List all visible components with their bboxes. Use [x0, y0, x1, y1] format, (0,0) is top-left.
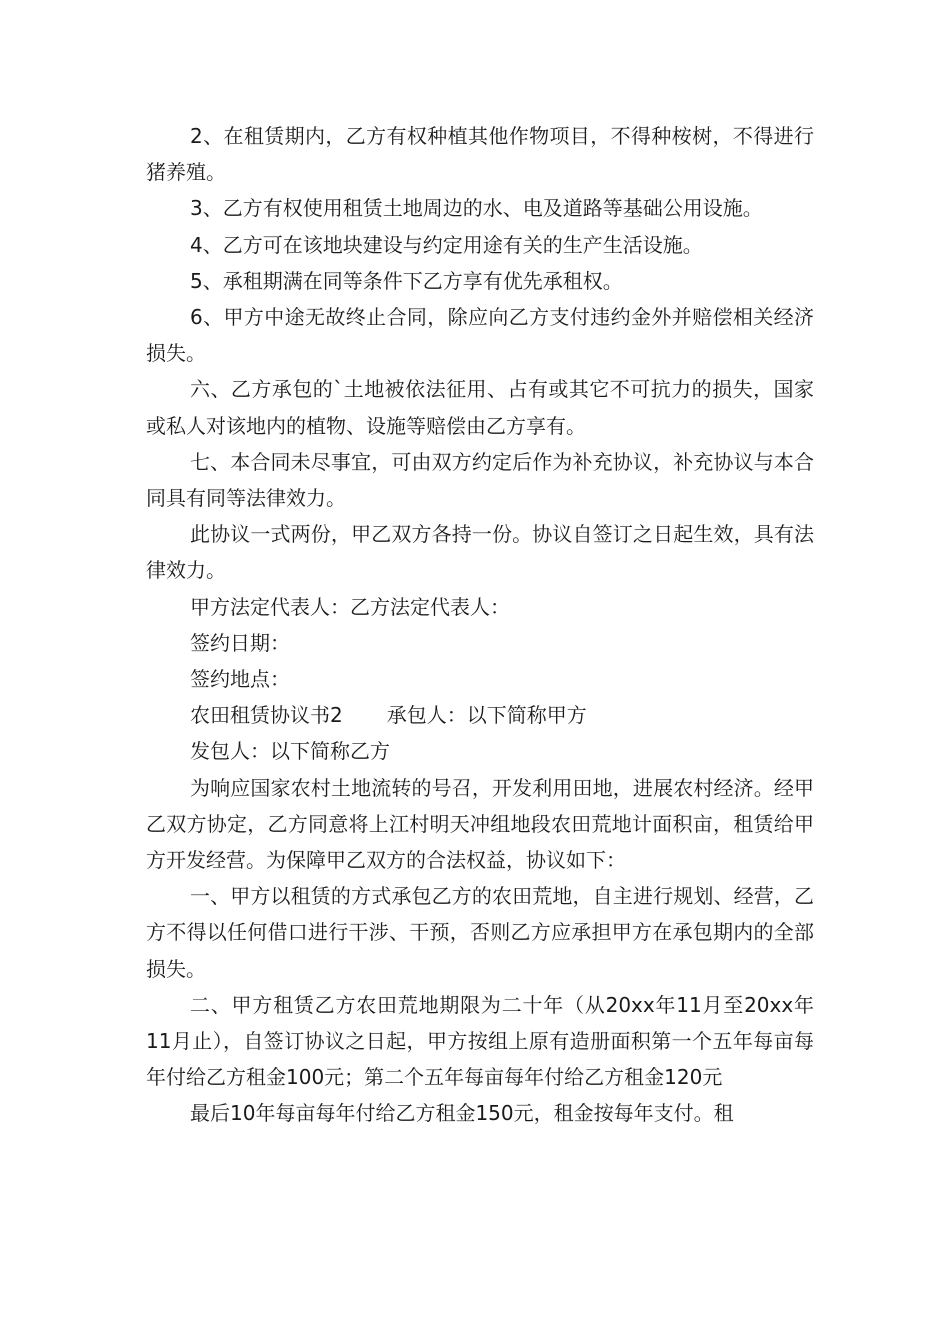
paragraph-article-6: 六、乙方承包的`土地被依法征用、占有或其它不可抗力的损失，国家或私人对该地内的植物、设施等赔偿由乙方享有。	[146, 377, 814, 438]
paragraph-rent-final: 最后10年每亩每年付给乙方租金150元，租金按每年支付。租	[190, 1101, 734, 1126]
signature-place: 签约地点：	[190, 667, 290, 692]
paragraph-preamble: 为响应国家农村土地流转的号召，开发利用田地，进展农村经济。经甲乙双方协定，乙方同意将上江村明天冲组地段农田荒地计面积亩，租赁给甲方开发经营。为保障甲乙双方的合法权益，协议如下：	[146, 775, 814, 873]
lessor-line: 发包人：以下简称乙方	[190, 739, 390, 764]
paragraph-clause-6: 6、甲方中途无故终止合同，除应向乙方支付违约金外并赔偿相关经济损失。	[146, 305, 814, 366]
paragraph-clause-2: 2、在租赁期内，乙方有权种植其他作物项目，不得种桉树，不得进行猪养殖。	[146, 124, 814, 185]
agreement-2-title: 农田租赁协议书2	[190, 703, 343, 728]
paragraph-clause-4: 4、乙方可在该地块建设与约定用途有关的生产生活设施。	[190, 232, 703, 257]
paragraph-copies: 此协议一式两份，甲乙双方各持一份。协议自签订之日起生效，具有法律效力。	[146, 522, 814, 583]
paragraph-article-7: 七、本合同未尽事宜，可由双方约定后作为补充协议，补充协议与本合同具有同等法律效力。	[146, 449, 814, 511]
lessee-line: 承包人：以下简称甲方	[386, 703, 587, 728]
signature-representatives: 甲方法定代表人：乙方法定代表人：	[190, 594, 510, 619]
paragraph-clause-3: 3、乙方有权使用租赁土地周边的水、电及道路等基础公用设施。	[190, 196, 763, 221]
paragraph-article-2: 二、甲方租赁乙方农田荒地期限为二十年（从20xx年11月至20xx年11月止），自签订协议之日起，甲方按组上原有造册面积第一个五年每亩每年付给乙方租金100元；第二个五年每亩每年付给乙方租金120元	[146, 992, 814, 1090]
agreement-2-title-line	[146, 697, 814, 733]
paragraph-clause-5: 5、承租期满在同等条件下乙方享有优先承租权。	[190, 268, 623, 293]
signature-date: 签约日期：	[190, 630, 290, 655]
paragraph-article-1: 一、甲方以租赁的方式承包乙方的农田荒地，自主进行规划、经营，乙方不得以任何借口进行干涉、干预，否则乙方应承担甲方在承包期内的全部损失。	[146, 884, 814, 981]
document-body	[146, 118, 814, 1132]
